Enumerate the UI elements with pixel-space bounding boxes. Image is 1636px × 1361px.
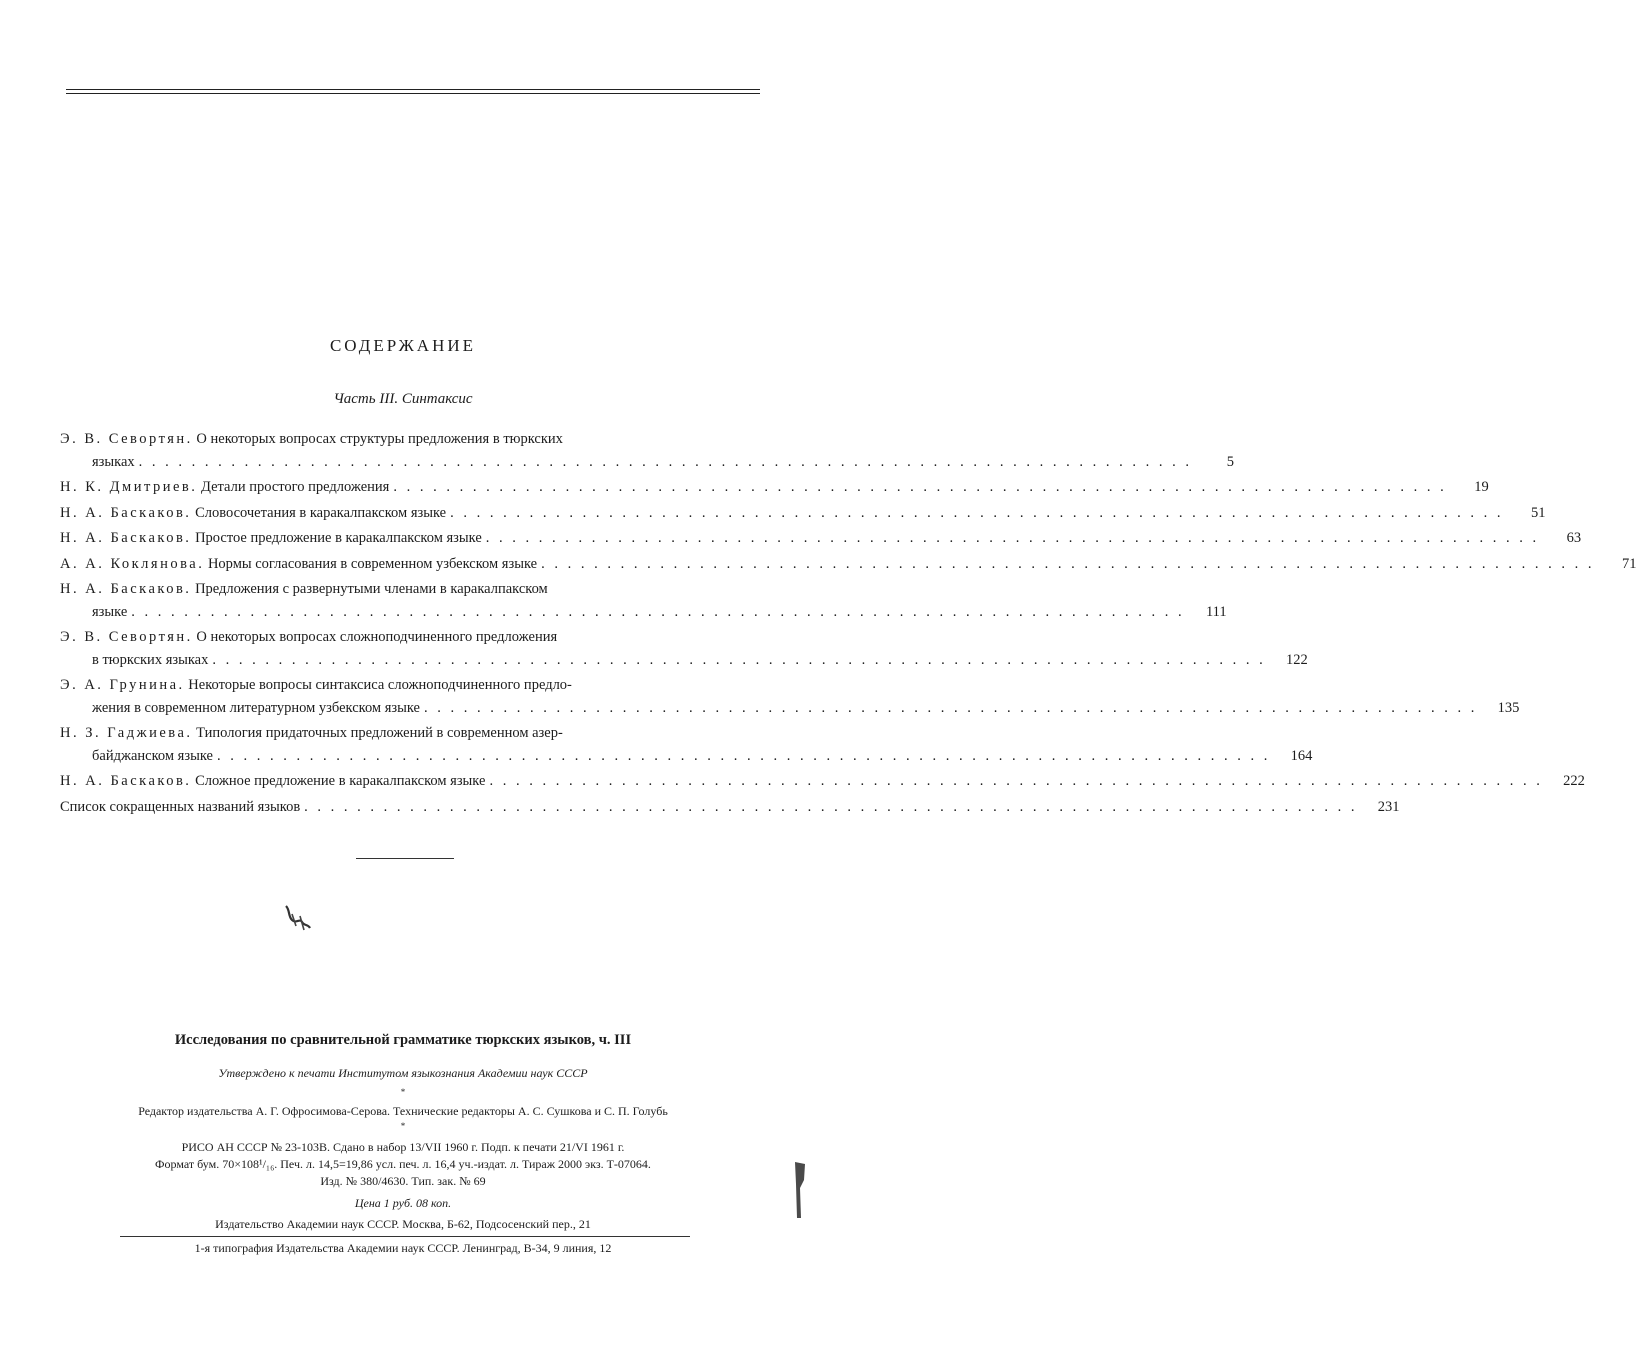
toc-entry: [60, 796, 1400, 819]
toc-title-line: Некоторые вопросы синтаксиса сложноподчиненного предло-: [188, 677, 572, 693]
toc-title: Нормы согласования в современном узбекском языке: [207, 555, 538, 572]
toc-page-number: 5: [1226, 453, 1235, 470]
toc-author: Н. А. Баскаков.: [60, 530, 192, 546]
printer-mark-icon: [282, 900, 314, 932]
approval-line: Утверждено к печати Институтом языкознания Академии наук СССР: [218, 1066, 588, 1080]
separator-rule: [356, 858, 454, 859]
table-of-contents: [60, 428, 1636, 821]
toc-page-number: 135: [1497, 699, 1520, 716]
toc-page-number: 71: [1621, 555, 1636, 572]
toc-title: Детали простого предложения: [201, 479, 390, 495]
top-rule-thick: [66, 89, 760, 90]
toc-title: языке: [92, 603, 128, 620]
toc-title: Словосочетания в каракалпакском языке: [195, 504, 447, 521]
toc-entry: [60, 527, 1582, 550]
toc-title: языках: [92, 453, 135, 470]
editors-line: Редактор издательства А. Г. Офросимова-Серова. Технические редакторы А. С. Сушкова и С. П. Голубь: [138, 1104, 668, 1118]
toc-page-number: 122: [1285, 651, 1308, 668]
printer-line: 1-я типография Издательства Академии наук СССР. Ленинград, В-34, 9 линия, 12: [194, 1241, 612, 1255]
toc-title: Сложное предложение в каракалпакском языке: [195, 773, 486, 789]
toc-page-number: 51: [1530, 504, 1546, 521]
toc-title: байджанском языке: [92, 747, 213, 764]
riso-line: РИСО АН СССР № 23-103В. Сдано в набор 13/VII 1960 г. Подп. к печати 21/VI 1961 г.: [181, 1140, 625, 1154]
toc-author: Н. А. Баскаков.: [60, 504, 192, 521]
toc-title-line: О некоторых вопросах структуры предложения в тюркских: [196, 431, 563, 447]
contents-heading: СОДЕРЖАНИЕ: [329, 336, 477, 355]
toc-page-number: 63: [1566, 530, 1582, 546]
toc-entry: [60, 578, 1227, 623]
star-divider-2: *: [400, 1121, 406, 1131]
price-line: Цена 1 руб. 08 коп.: [354, 1196, 452, 1210]
toc-page-number: 222: [1563, 773, 1585, 789]
dot-leader: . . . . . . . . . . . . . . . . . . . . . . . . . . . . . . . . . . . . . . . . . . . . . . . . . . . . . . . . . . . . . . . . . . . . . . . . . . . . . . . .: [424, 699, 1478, 716]
toc-page-number: 231: [1377, 798, 1400, 815]
toc-author: А. А. Коклянова.: [60, 555, 205, 572]
format-line: Формат бум. 70×108¹/₁₆. Печ. л. 14,5=19,86 усл. печ. л. 16,4 уч.-издат. л. Тираж 2000 экз. Т-07064.: [155, 1157, 651, 1171]
dot-leader: . . . . . . . . . . . . . . . . . . . . . . . . . . . . . . . . . . . . . . . . . . . . . . . . . . . . . . . . . . . . . . . . . . . . . . . . . . . . . . . .: [450, 504, 1504, 521]
dot-leader: . . . . . . . . . . . . . . . . . . . . . . . . . . . . . . . . . . . . . . . . . . . . . . . . . . . . . . . . . . . . . . . . . . . . . . . . . . . . . . . .: [216, 747, 1271, 764]
toc-title: Простое предложение в каракалпакском языке: [195, 530, 482, 546]
toc-title-line: Типология придаточных предложений в современном азер-: [196, 725, 563, 741]
toc-title: жения в современном литературном узбекском языке: [92, 699, 420, 716]
toc-entry: [60, 722, 1313, 767]
toc-author: Н. К. Дмитриев.: [60, 479, 198, 495]
toc-title-line: О некоторых вопросах сложноподчиненного предложения: [196, 629, 558, 645]
toc-entry: [60, 553, 1636, 576]
toc-author: Н. З. Гаджиева.: [60, 725, 193, 741]
dot-leader: . . . . . . . . . . . . . . . . . . . . . . . . . . . . . . . . . . . . . . . . . . . . . . . . . . . . . . . . . . . . . . . . . . . . . . . . . . . . . . . .: [393, 479, 1447, 495]
toc-title: Список сокращенных названий языков: [60, 798, 301, 815]
toc-page-number: 19: [1474, 479, 1489, 495]
toc-page-number: 164: [1290, 747, 1313, 764]
toc-entry: [60, 770, 1585, 793]
toc-author: Н. А. Баскаков.: [60, 773, 192, 789]
part-title: Часть III. Синтаксис: [333, 391, 473, 407]
toc-author: Э. В. Севортян.: [60, 431, 193, 447]
izd-line: Изд. № 380/4630. Тип. зак. № 69: [320, 1174, 486, 1188]
toc-page-number: 111: [1205, 603, 1227, 620]
book-title: Исследования по сравнительной грамматике тюркских языков, ч. III: [174, 1032, 632, 1048]
star-divider-1: *: [400, 1087, 406, 1097]
imprint-rule: [120, 1236, 690, 1237]
dot-leader: . . . . . . . . . . . . . . . . . . . . . . . . . . . . . . . . . . . . . . . . . . . . . . . . . . . . . . . . . . . . . . . . . . . . . . . . . . . . . . . .: [485, 530, 1540, 546]
toc-entry: [60, 428, 1235, 473]
dot-leader: . . . . . . . . . . . . . . . . . . . . . . . . . . . . . . . . . . . . . . . . . . . . . . . . . . . . . . . . . . . . . . . . . . . . . . . . . . . . . . . .: [541, 555, 1595, 572]
publisher-line: Издательство Академии наук СССР. Москва, Б-62, Подсосенский пер., 21: [215, 1217, 591, 1231]
toc-title: в тюркских языках: [92, 651, 209, 668]
dot-leader: . . . . . . . . . . . . . . . . . . . . . . . . . . . . . . . . . . . . . . . . . . . . . . . . . . . . . . . . . . . . . . . . . . . . . . . . . . . . . . . .: [131, 603, 1185, 620]
toc-author: Э. А. Грунина.: [60, 677, 185, 693]
dot-leader: . . . . . . . . . . . . . . . . . . . . . . . . . . . . . . . . . . . . . . . . . . . . . . . . . . . . . . . . . . . . . . . . . . . . . . . . . . . . . . . .: [138, 453, 1193, 470]
toc-author: Н. А. Баскаков.: [60, 581, 192, 597]
toc-author: Э. В. Севортян.: [60, 629, 193, 645]
toc-title-line: Предложения с развернутыми членами в каракалпакском: [195, 581, 548, 597]
toc-entry: [60, 476, 1489, 499]
dot-leader: . . . . . . . . . . . . . . . . . . . . . . . . . . . . . . . . . . . . . . . . . . . . . . . . . . . . . . . . . . . . . . . . . . . . . . . . . . . . . . . .: [212, 651, 1266, 668]
top-rule-thin: [66, 93, 760, 94]
dot-leader: . . . . . . . . . . . . . . . . . . . . . . . . . . . . . . . . . . . . . . . . . . . . . . . . . . . . . . . . . . . . . . . . . . . . . . . . . . . . . . . .: [304, 798, 1358, 815]
toc-entry: [60, 502, 1546, 525]
toc-entry: [60, 626, 1308, 671]
toc-entry: [60, 674, 1520, 719]
dot-leader: . . . . . . . . . . . . . . . . . . . . . . . . . . . . . . . . . . . . . . . . . . . . . . . . . . . . . . . . . . . . . . . . . . . . . . . . . . . . . . . .: [489, 773, 1543, 789]
scan-edge-mark-icon: [793, 1160, 806, 1220]
